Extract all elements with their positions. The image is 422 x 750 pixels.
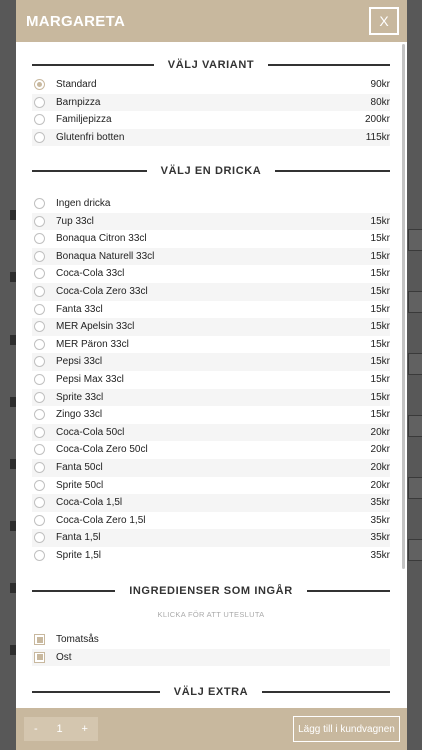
section-heading-drink: [32, 163, 390, 179]
variant-price: 80kr: [370, 96, 390, 108]
drink-label: Coca-Cola 50cl: [56, 426, 125, 438]
product-modal: [16, 0, 407, 750]
drink-price: 20kr: [370, 426, 390, 438]
drink-option[interactable]: [32, 195, 390, 213]
section-title: VÄLJ EXTRA: [166, 686, 256, 698]
drink-radio[interactable]: [34, 497, 45, 508]
section-title: VÄLJ EN DRICKA: [153, 165, 270, 177]
variant-price: 90kr: [370, 79, 390, 90]
drink-label: Fanta 1,5l: [56, 532, 101, 544]
drink-price: 15kr: [370, 268, 390, 280]
drink-option[interactable]: [32, 371, 390, 389]
drink-price: 15kr: [370, 338, 390, 350]
drink-radio[interactable]: [34, 268, 45, 279]
drink-label: Zingo 33cl: [56, 409, 103, 421]
drink-price: 35kr: [370, 514, 390, 526]
quantity-stepper: [24, 717, 98, 741]
section-heading-extra: [32, 684, 390, 700]
drink-price: 15kr: [370, 303, 390, 315]
decrease-button[interactable]: -: [34, 723, 38, 735]
drink-radio[interactable]: [34, 321, 45, 332]
ingredient-label: Tomatsås: [56, 634, 99, 645]
drink-label: Coca-Cola 33cl: [56, 268, 125, 280]
modal-header: [16, 0, 407, 42]
variant-label: Standard: [56, 79, 97, 90]
drink-option[interactable]: [32, 353, 390, 371]
drink-radio[interactable]: [34, 550, 45, 561]
drink-label: Ingen dricka: [56, 198, 111, 209]
drink-option[interactable]: [32, 318, 390, 336]
modal-title: MARGARETA: [26, 13, 126, 30]
drink-option[interactable]: [32, 441, 390, 459]
drink-radio[interactable]: [34, 286, 45, 297]
drink-label: Bonaqua Naturell 33cl: [56, 250, 155, 262]
ingredient-option[interactable]: [32, 649, 390, 667]
ingredient-checkbox[interactable]: [34, 652, 45, 663]
variant-radio[interactable]: [34, 132, 45, 143]
drink-option[interactable]: [32, 283, 390, 301]
drink-option[interactable]: [32, 389, 390, 407]
modal-footer: [16, 708, 407, 750]
drink-radio[interactable]: [34, 515, 45, 526]
drink-label: Coca-Cola Zero 1,5l: [56, 514, 146, 526]
drink-radio[interactable]: [34, 374, 45, 385]
drink-option[interactable]: [32, 301, 390, 319]
drink-price: 15kr: [370, 391, 390, 403]
drink-price: 15kr: [370, 374, 390, 385]
variant-label: Barnpizza: [56, 96, 101, 108]
variant-label: Familjepizza: [56, 114, 112, 126]
close-button[interactable]: X: [369, 7, 399, 35]
section-heading-variant: [32, 57, 390, 73]
drink-label: Sprite 50cl: [56, 479, 104, 491]
ingredients-hint: KLICKA FÖR ATT UTESLUTA: [157, 610, 265, 619]
drink-price: 15kr: [370, 250, 390, 262]
drink-option[interactable]: [32, 406, 390, 424]
ingredient-checkbox[interactable]: [34, 634, 45, 645]
ingredient-option[interactable]: [32, 631, 390, 649]
drink-price: 15kr: [370, 215, 390, 227]
drink-label: Fanta 33cl: [56, 303, 103, 315]
drink-option[interactable]: [32, 494, 390, 512]
variant-price: 115kr: [365, 131, 390, 143]
drink-radio[interactable]: [34, 532, 45, 543]
drink-label: Coca-Cola Zero 33cl: [56, 286, 148, 297]
variant-radio[interactable]: [34, 114, 45, 125]
variant-price: 200kr: [364, 114, 390, 126]
section-title: VÄLJ VARIANT: [160, 59, 262, 71]
drink-price: 15kr: [370, 409, 390, 421]
variant-option[interactable]: [32, 76, 390, 94]
drink-price: 35kr: [370, 497, 390, 509]
drink-option[interactable]: [32, 529, 390, 547]
drink-option[interactable]: [32, 248, 390, 266]
drink-price: 35kr: [370, 532, 390, 544]
drink-radio[interactable]: [34, 216, 45, 227]
section-heading-ingredients: [32, 583, 390, 599]
increase-button[interactable]: +: [81, 723, 88, 735]
drink-label: Sprite 33cl: [56, 391, 104, 403]
drink-radio[interactable]: [34, 462, 45, 473]
drink-label: Bonaqua Citron 33cl: [56, 233, 147, 245]
drink-radio[interactable]: [34, 409, 45, 420]
drink-option[interactable]: [32, 213, 390, 231]
drink-radio[interactable]: [34, 339, 45, 350]
drink-price: 20kr: [370, 444, 390, 456]
drink-price: 15kr: [370, 356, 390, 368]
drink-price: 20kr: [370, 462, 390, 473]
drink-radio[interactable]: [34, 233, 45, 244]
drink-radio[interactable]: [34, 198, 45, 209]
drink-option[interactable]: [32, 512, 390, 530]
drink-price: 20kr: [370, 479, 390, 491]
drink-label: Coca-Cola 1,5l: [56, 497, 123, 509]
drink-label: 7up 33cl: [56, 215, 94, 227]
variant-radio[interactable]: [34, 79, 45, 90]
variant-option[interactable]: [32, 111, 390, 129]
drink-radio[interactable]: [34, 304, 45, 315]
drink-radio[interactable]: [34, 480, 45, 491]
drink-price: 15kr: [370, 286, 390, 297]
variant-option[interactable]: [32, 94, 390, 112]
drink-option[interactable]: [32, 477, 390, 495]
variant-option[interactable]: [32, 129, 390, 147]
drink-radio[interactable]: [34, 251, 45, 262]
drink-option[interactable]: [32, 336, 390, 354]
drink-option[interactable]: [32, 424, 390, 442]
drink-label: Pepsi Max 33cl: [56, 374, 124, 385]
drink-option[interactable]: [32, 230, 390, 248]
drink-price: 35kr: [370, 550, 390, 561]
drink-radio[interactable]: [34, 427, 45, 438]
variant-label: Glutenfri botten: [56, 131, 125, 143]
ingredient-label: Ost: [56, 651, 72, 663]
quantity-value: 1: [56, 723, 63, 735]
drink-option[interactable]: [32, 265, 390, 283]
modal-content[interactable]: [16, 42, 407, 708]
scrollbar[interactable]: [402, 44, 405, 569]
drink-label: MER Päron 33cl: [56, 338, 129, 350]
drink-label: Coca-Cola Zero 50cl: [56, 444, 148, 456]
drink-radio[interactable]: [34, 356, 45, 367]
drink-label: Fanta 50cl: [56, 462, 103, 473]
drink-option[interactable]: [32, 547, 390, 565]
drink-price: 15kr: [370, 233, 390, 245]
drink-radio[interactable]: [34, 444, 45, 455]
drink-label: Pepsi 33cl: [56, 356, 103, 368]
drink-radio[interactable]: [34, 392, 45, 403]
drink-label: Sprite 1,5l: [56, 550, 102, 561]
section-title: INGREDIENSER SOM INGÅR: [121, 585, 301, 597]
drink-label: MER Apelsin 33cl: [56, 321, 135, 333]
drink-option[interactable]: [32, 459, 390, 477]
drink-price: 15kr: [370, 321, 390, 333]
add-to-cart-button[interactable]: Lägg till i kundvagnen: [293, 716, 400, 742]
variant-radio[interactable]: [34, 97, 45, 108]
